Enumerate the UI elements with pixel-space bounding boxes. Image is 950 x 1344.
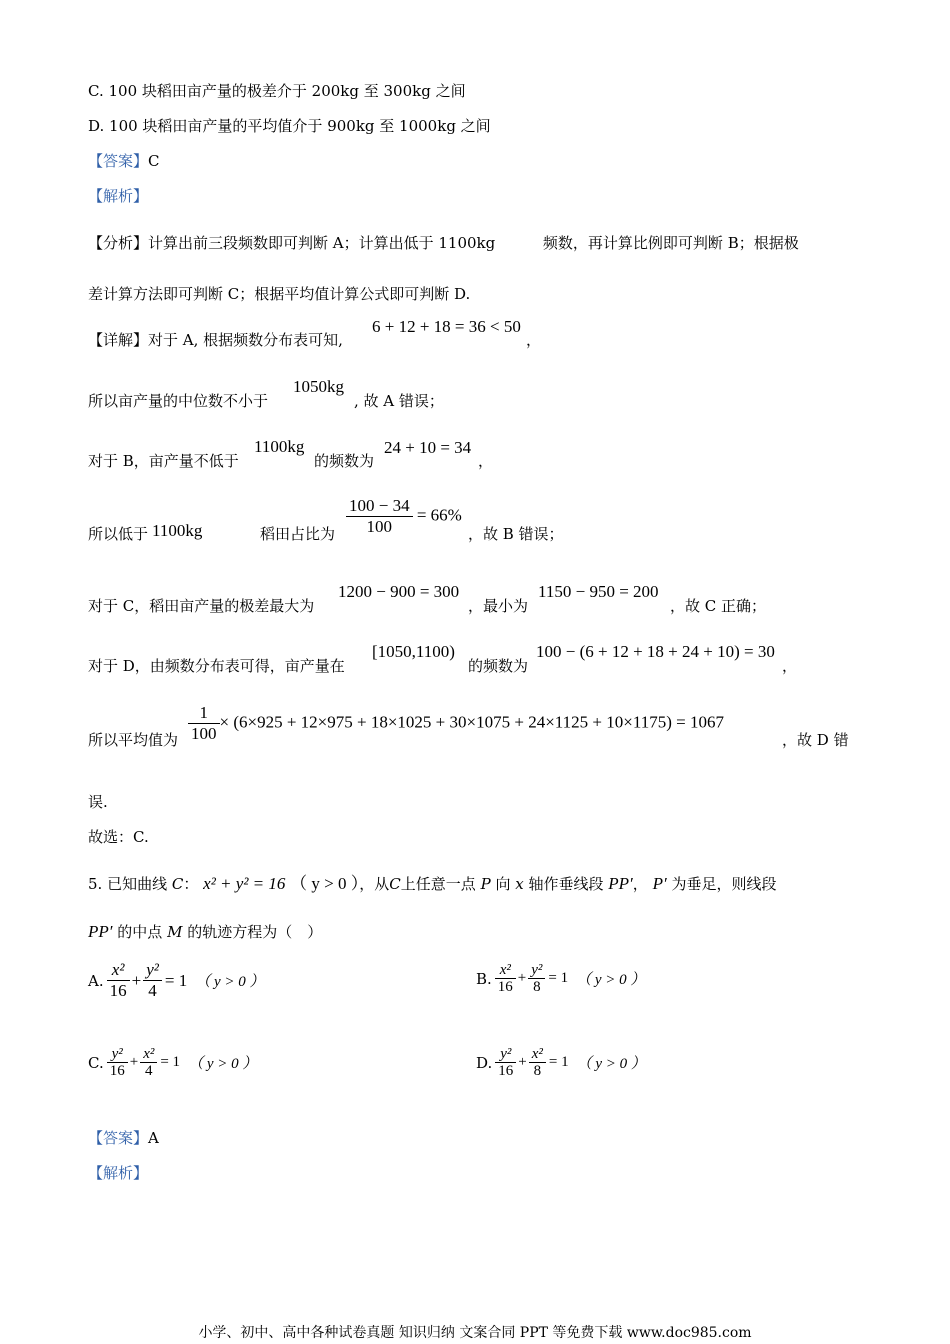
term1-numerator: y² bbox=[107, 1046, 128, 1063]
detail-c-text: 对于 C，稻田亩产量的极差最大为 bbox=[88, 597, 315, 615]
fraction-denominator: 100 bbox=[366, 517, 393, 536]
detail-a2-math: 1050kg bbox=[293, 377, 344, 396]
detail-d2-text: 所以平均值为 bbox=[88, 731, 179, 749]
detail-tag: 【详解】 bbox=[88, 331, 149, 349]
fenxi-tag: 【分析】 bbox=[88, 234, 149, 252]
option-label: B. bbox=[476, 969, 492, 988]
fraction-result: = 66% bbox=[416, 505, 462, 525]
circle-condition: （ y > 0 ） bbox=[290, 874, 360, 893]
term2-denominator: 8 bbox=[533, 979, 541, 995]
fenxi-line-2: 差计算方法即可判断 C；根据平均值计算公式即可判断 D. bbox=[88, 285, 471, 303]
curve-c: C bbox=[171, 875, 184, 893]
term1-denominator: 16 bbox=[109, 981, 127, 1000]
segment-pp: PP′ bbox=[608, 874, 633, 893]
stem-text-4: 向 bbox=[495, 875, 511, 893]
detail-b1-math2: 24 + 10 = 34 bbox=[384, 438, 472, 457]
option-condition: （ y > 0 ） bbox=[576, 1056, 646, 1072]
option-rhs: = 1 bbox=[548, 970, 569, 986]
option-d-prev: D. 100 块稻田亩产量的平均值介于 900kg 至 1000kg 之间 bbox=[88, 117, 491, 135]
segment-pp-2: PP′ bbox=[88, 922, 113, 941]
stem-text-3: 上任意一点 bbox=[400, 875, 476, 893]
detail-b1-math1: 1100kg bbox=[254, 437, 305, 456]
stem-text-5: 轴作垂线段 bbox=[528, 875, 604, 893]
detail-d1-mid: 的频数为 bbox=[468, 657, 529, 675]
option-rhs: = 1 bbox=[164, 970, 188, 990]
option-condition: （ y > 0 ） bbox=[576, 972, 646, 988]
option-condition: （ y > 0 ） bbox=[195, 974, 265, 990]
option-c-prev: C. 100 块稻田亩产量的极差介于 200kg 至 300kg 之间 bbox=[88, 82, 466, 100]
option-b[interactable]: B. $\frac{\text{x²}}{16}$ + $\frac{\text{y²}}{8}$ = 1 （ y > 0 ） bbox=[476, 962, 646, 995]
term2-numerator: x² bbox=[529, 1046, 546, 1063]
term2-denominator: 4 bbox=[148, 981, 157, 1000]
term1-denominator: 16 bbox=[497, 979, 513, 995]
term2-denominator: 8 bbox=[533, 1063, 542, 1079]
detail-b1-text: 对于 B，亩产量不低于 bbox=[88, 452, 239, 470]
option-c[interactable]: C. $\frac{\text{y²}}{16}$ + $\frac{\text{x²}}{4}$ = 1 （ y > 0 ） bbox=[88, 1046, 258, 1079]
stem-text-7: 为垂足，则线段 bbox=[671, 875, 777, 893]
term1-denominator: 16 bbox=[498, 1063, 514, 1079]
mean-fraction-numerator: 1 bbox=[188, 703, 220, 724]
q4-answer bbox=[88, 151, 160, 171]
detail-b2-math: 1100kg bbox=[152, 521, 203, 540]
mean-expression: × (6×925 + 12×975 + 18×1025 + 30×1075 + 24×1125 + 10×1175) = 1067 bbox=[219, 712, 724, 732]
option-label: A. bbox=[88, 971, 104, 990]
term2-numerator: x² bbox=[140, 1046, 157, 1063]
term2-denominator: 4 bbox=[145, 1063, 153, 1079]
page-footer: 小学、初中、高中各种试卷真题 知识归纳 文案合同 PPT 等免费下载 www.doc985.com bbox=[198, 1325, 752, 1341]
option-rhs: = 1 bbox=[160, 1054, 181, 1070]
q4-analysis-tag bbox=[88, 186, 148, 206]
detail-a2-text: 所以亩产量的中位数不小于 bbox=[88, 392, 269, 410]
option-d[interactable]: D. $\frac{\text{y²}}{16}$ + $\frac{\text{x²}}{8}$ = 1 （ y > 0 ） bbox=[476, 1046, 646, 1079]
stem-text-6: ， bbox=[632, 875, 648, 893]
fraction-numerator: 100 − 34 bbox=[346, 496, 413, 517]
q5-answer bbox=[88, 1128, 159, 1148]
detail-c-math2: 1150 − 950 = 200 bbox=[538, 582, 659, 601]
stem-text-1: 5. 已知曲线 bbox=[88, 875, 168, 893]
option-condition: （ y > 0 ） bbox=[188, 1056, 258, 1072]
detail-d1-math1: [1050,1100) bbox=[372, 642, 455, 661]
fenxi-line-1 bbox=[88, 233, 799, 253]
point-p: P bbox=[480, 875, 491, 893]
q5-stem-line-2 bbox=[88, 922, 322, 942]
answer-value: A bbox=[148, 1129, 159, 1147]
detail-b1-end: ， bbox=[478, 452, 494, 470]
detail-d2-expression bbox=[188, 703, 724, 744]
mean-fraction-denominator: 100 bbox=[191, 724, 217, 743]
term1-denominator: 16 bbox=[109, 1063, 125, 1079]
answer-tag: 【答案】 bbox=[88, 1129, 149, 1147]
detail-b1-mid: 的频数为 bbox=[314, 452, 375, 470]
detail-d1-text: 对于 D，由频数分布表可得，亩产量在 bbox=[88, 657, 345, 675]
detail-d1-math2: 100 − (6 + 12 + 18 + 24 + 10) = 30 bbox=[536, 642, 775, 661]
circle-equation: x² + y² = 16 bbox=[203, 874, 286, 893]
point-m: M bbox=[167, 923, 183, 941]
term2-numerator: y² bbox=[143, 960, 162, 981]
point-p-prime: P′ bbox=[652, 874, 667, 893]
q5-analysis-tag bbox=[88, 1163, 148, 1183]
option-label: C. bbox=[88, 1053, 104, 1072]
detail-c-end: ，故 C 正确； bbox=[670, 597, 767, 615]
detail-d1-end: ， bbox=[782, 657, 798, 675]
detail-b2-text: 所以低于 bbox=[88, 525, 149, 543]
detail-a1-end: ， bbox=[526, 331, 542, 349]
term1-numerator: x² bbox=[495, 962, 516, 979]
q5-stem-line-1 bbox=[88, 874, 776, 894]
detail-b2-mid: 稻田占比为 bbox=[260, 525, 336, 543]
conclusion: 故选：C. bbox=[88, 828, 149, 846]
detail-c-mid: ，最小为 bbox=[468, 597, 529, 615]
answer-tag: 【答案】 bbox=[88, 152, 149, 170]
stem-text-8: 的中点 bbox=[117, 923, 163, 941]
stem-text-9: 的轨迹方程为（ ） bbox=[187, 923, 323, 941]
detail-a1-text: 对于 A, 根据频数分布表可知, bbox=[148, 331, 343, 349]
detail-a-line-1 bbox=[88, 330, 343, 350]
axis-x: x bbox=[515, 875, 524, 893]
answer-value: C bbox=[148, 152, 160, 170]
fenxi-text-1: 计算出前三段频数即可判断 A；计算出低于 1100kg 频数，再计算比例即可判断 B；根据极 bbox=[148, 234, 799, 252]
detail-b2-fraction bbox=[346, 496, 462, 537]
analysis-tag: 【解析】 bbox=[88, 187, 149, 205]
stem-colon: ： bbox=[183, 875, 199, 893]
analysis-tag: 【解析】 bbox=[88, 1164, 149, 1182]
detail-d2-end: ，故 D 错 bbox=[782, 731, 849, 749]
stem-text-2: ，从 bbox=[359, 875, 390, 893]
option-a[interactable]: A. $\frac{\text{x²}}{16}$ + $\frac{\text{y²}}{4}$ = 1 （ y > 0 ） bbox=[88, 960, 265, 1000]
curve-c-2: C bbox=[389, 875, 401, 893]
detail-a1-math: 6 + 12 + 18 = 36 < 50 bbox=[372, 317, 521, 336]
detail-b2-end: ，故 B 错误； bbox=[468, 525, 564, 543]
term1-numerator: x² bbox=[107, 960, 130, 981]
detail-c-math1: 1200 − 900 = 300 bbox=[338, 582, 460, 601]
option-rhs: = 1 bbox=[548, 1054, 569, 1070]
detail-a2-end: , 故 A 错误； bbox=[354, 392, 444, 410]
option-label: D. bbox=[476, 1053, 493, 1072]
term2-numerator: y² bbox=[528, 962, 545, 979]
detail-d3-text: 误. bbox=[88, 793, 108, 811]
term1-numerator: y² bbox=[495, 1046, 516, 1063]
